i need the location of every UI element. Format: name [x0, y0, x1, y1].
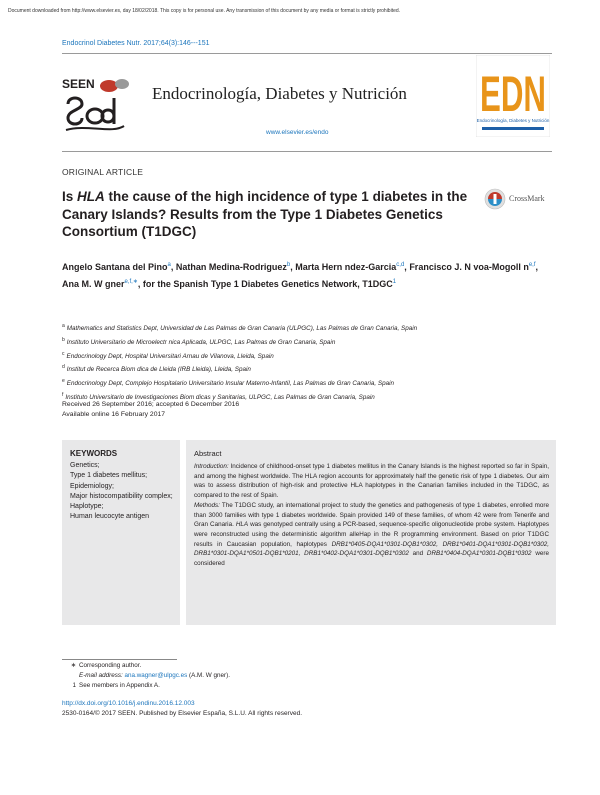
author-affiliation-sup[interactable]: e,f,∗ [124, 279, 138, 285]
keyword-item: Epidemiology; [70, 482, 114, 490]
methods-haplotypes: DRB1*0405-DQA1*0301-DQB1*0302, DRB1*0401-DQA1*0301-DQB1*0302, DRB1*0301-DQA1*0501-DQB1*0201, DRB1*0402-DQA1*0301-DQB1*0302 [194, 540, 550, 558]
intro-label: Introduction: [194, 463, 229, 470]
footnote-corresponding-text: Corresponding author. [79, 662, 142, 669]
methods-text-2: was genotyped centrally using a PCR-based, sequence-specific oligonucleotide probe system. Haplotypes were reconstructed using the deterministic algorithm alleHap in the R programming environment. Based on prior T1DGC results in Caucasian population, haplotypes [194, 521, 549, 548]
author-name: Ana M. W gner [62, 279, 125, 289]
affiliation-text: Institut de Recerca Biom dica de Lleida (IRB Lleida), Lleida, Spain [66, 366, 251, 374]
journal-citation[interactable]: Endocrinol Diabetes Nutr. 2017;64(3):146---151 [62, 40, 210, 47]
footnote-email [66, 671, 230, 681]
header-top-rule [62, 53, 552, 54]
copyright-line: 2530-0164/© 2017 SEEN. Published by Elsevier España, S.L.U. All rights reserved. [62, 710, 303, 717]
crossmark-icon [484, 188, 506, 210]
methods-and: and [408, 550, 427, 558]
seen-logo-text: SEEN [62, 77, 95, 91]
keywords-heading: KEYWORDS [70, 449, 118, 458]
journal-title: Endocrinología, Diabetes y Nutrición [152, 84, 407, 103]
email-owner: (A.M. W gner). [187, 671, 230, 679]
available-date: Available online 16 February 2017 [62, 411, 166, 418]
author-affiliation-sup[interactable]: e,f [528, 262, 536, 268]
author-separator: , [170, 262, 176, 272]
affiliation-text: Instituto Universitario de Investigaciones Biom dicas y Sanitarias, ULPGC, Las Palmas de Gran Canaria, Spain [65, 394, 375, 402]
doi-link[interactable]: http://dx.doi.org/10.1016/j.endinu.2016.12.003 [62, 700, 195, 707]
seen-logo-emblem-red [100, 80, 118, 92]
keywords-list [70, 461, 174, 523]
journal-url-link[interactable]: www.elsevier.es/endo [266, 129, 329, 136]
footnotes [66, 661, 230, 690]
intro-text: Incidence of childhood-onset type 1 diabetes mellitus in the Canary Islands is the highest reported so far in Spain, and among the highest worldwide. The HLA region accounts for approximately half the genetic risk of type 1 diabetes. Our aim was to assess distribution of high-risk and protective HLA haplotypes in the Canarian families included in the T1DGC, as compared to the rest of Spain. [194, 463, 549, 500]
keyword-item: Major histocompatibility complex; [70, 492, 173, 500]
author-separator: , [290, 262, 296, 272]
affiliation-letter: e [62, 378, 65, 385]
edn-logo-subtitle: Endocrinología, Diabetes y Nutrición [476, 118, 550, 123]
affiliation-text: Mathematics and Statistics Dept, Universidad de Las Palmas de Gran Canaria (ULPGC), Las Palmas de Gran Canaria, Spain [66, 325, 418, 333]
affiliation-item [62, 376, 552, 390]
author-separator: , [137, 279, 143, 289]
author-affiliation-sup[interactable]: c,d [396, 262, 405, 268]
title-rest: the cause of the high incidence of type 1 diabetes in the Canary Islands? Results from the Type 1 Diabetes Genetics Consortium (T1DGC) [62, 189, 468, 239]
affiliation-item [62, 321, 552, 335]
received-date: Received 26 September 2016; accepted 6 December 2016 [62, 401, 240, 408]
author-affiliation-sup[interactable]: a [167, 262, 171, 268]
methods-tail: were considered [194, 550, 549, 568]
header-bottom-rule [62, 151, 552, 152]
footnote-rule [62, 659, 177, 660]
email-link[interactable]: ana.wagner@ulpgc.es [124, 671, 188, 679]
methods-hla: HLA [235, 521, 249, 529]
seen-logo-swoosh [66, 126, 124, 130]
author-separator: , [535, 262, 539, 272]
section-label: ORIGINAL ARTICLE [62, 167, 144, 177]
crossmark-label: CrossMark [509, 194, 545, 203]
crossmark-badge[interactable] [484, 188, 554, 210]
footnote-members-text: See members in Appendix A. [79, 681, 160, 689]
keyword-item: Genetics; [70, 462, 100, 469]
seen-logo-glyph-d [102, 98, 114, 124]
author-separator: , [404, 262, 410, 272]
affiliation-text: Endocrinology Dept, Complejo Hospitalario Universitario Insular Materno-Infantil, Las Palmas de Gran Canaria, Spain [66, 380, 395, 388]
affiliation-item [62, 349, 552, 363]
seen-logo-emblem-grey [115, 79, 129, 89]
edn-logo-bar [482, 127, 544, 130]
affiliation-list [62, 321, 552, 404]
download-notice: Document downloaded from http://www.elsevier.es, day 18/02/2018. This copy is for personal use. Any transmission of this document by any media or format is strictly prohibited. [8, 8, 401, 14]
affiliation-letter: a [62, 323, 65, 329]
affiliation-item [62, 362, 552, 376]
author-name: Angelo Santana del Pino [62, 262, 168, 272]
methods-label: Methods: [194, 501, 220, 509]
author-affiliation-sup[interactable]: 1 [392, 279, 397, 285]
author-list [62, 258, 552, 292]
title-italic: HLA [77, 189, 105, 204]
affiliation-letter: d [62, 364, 65, 371]
abstract-text [194, 462, 549, 569]
affiliation-letter: f [62, 391, 64, 398]
seen-logo [62, 74, 142, 136]
footnote-corresponding: ∗ Corresponding author. [70, 662, 142, 669]
edn-logo [476, 55, 550, 137]
article-dates [62, 400, 239, 420]
author-name: Francisco J. N voa-Mogoll n [409, 262, 529, 272]
affiliation-text: Endocrinology Dept, Hospital Universitari Arnau de Vilanova, Lleida, Spain [66, 352, 274, 360]
author-name: for the Spanish Type 1 Diabetes Genetics Network, T1DGC [142, 279, 393, 289]
author-name: Marta Hern ndez-Garcia [295, 262, 397, 272]
methods-haplotype-last: DRB1*0404-DQA1*0301-DQB1*0302 [426, 550, 532, 558]
affiliation-item [62, 335, 552, 349]
keyword-item: Haplotype; [70, 503, 104, 511]
affiliation-letter: b [62, 336, 65, 343]
author-affiliation-sup[interactable]: b [286, 262, 291, 268]
keyword-item: Human leucocyte antigen [70, 513, 149, 521]
affiliation-text: Instituto Universitario de Microelectr nica Aplicada, ULPGC, Las Palmas de Gran Canaria, Spain [66, 338, 336, 346]
footnote-members: 1 See members in Appendix A. [72, 681, 160, 689]
edn-logo-letters: EDN [480, 66, 546, 122]
abstract-methods [194, 501, 549, 569]
affiliation-letter: c [62, 350, 65, 357]
methods-text-1: The T1DGC study, an international project to study the genetics and pathogenesis of type 1 diabetes, enrolled more than 3000 families with type 1 diabetes worldwide. Spain provided 149 of these families, of whom 42 were from Tenerife and Gran Canaria. [194, 501, 549, 529]
title-prefix: Is [62, 189, 78, 204]
seen-logo-glyph-s [68, 98, 82, 124]
keyword-item: Type 1 diabetes mellitus; [70, 472, 148, 480]
article-title [62, 188, 482, 241]
abstract-introduction [194, 462, 549, 501]
abstract-heading: Abstract [194, 449, 222, 458]
author-name: Nathan Medina-Rodriguez [175, 262, 287, 272]
email-label: E-mail address: [79, 671, 123, 679]
